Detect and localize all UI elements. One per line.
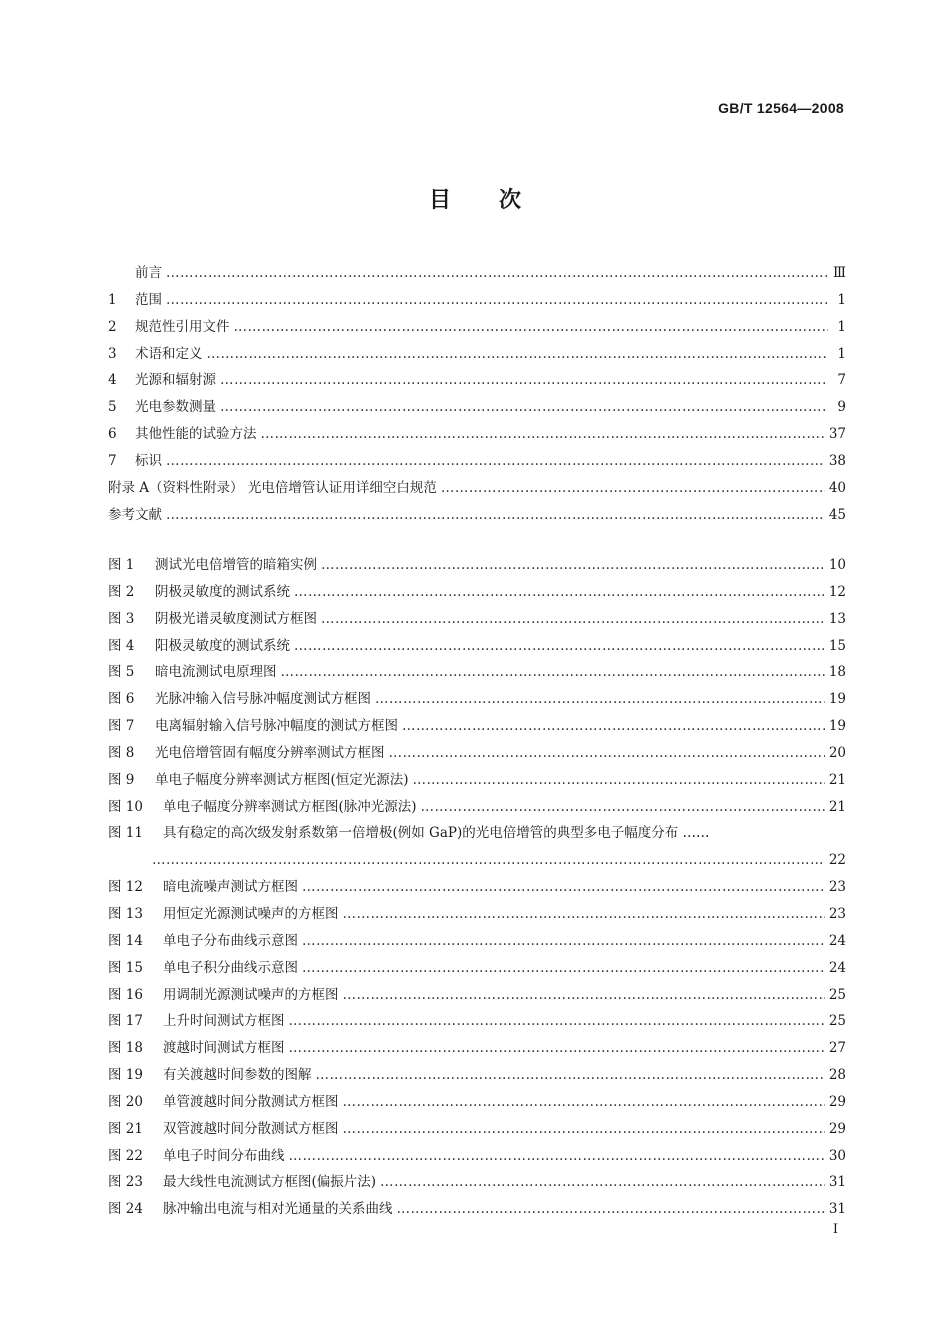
figure-number: 图 9 [108,771,135,788]
leader-dots [261,421,825,448]
figure-page: 25 [828,1013,846,1030]
figure-number: 图 23 [108,1174,143,1191]
figure-page: 23 [828,905,846,922]
leader-dots [207,341,829,368]
leader-dots [375,686,825,713]
figure-entry[interactable] [108,928,846,955]
leader-dots [166,260,828,287]
figure-number: 图 19 [108,1067,143,1084]
figure-title: 阳极灵敏度的测试系统 [155,637,290,654]
figure-entry[interactable] [108,982,846,1009]
leader-dots [166,287,828,314]
figure-number: 图 11 [108,825,143,842]
figure-title: 暗电流噪声测试方框图 [163,879,298,896]
table-of-contents [108,260,846,528]
figure-entry[interactable] [108,794,846,821]
toc-entry-page: 45 [828,506,846,523]
figure-page: 24 [828,932,846,949]
figure-entry[interactable] [108,579,846,606]
figure-number: 图 3 [108,610,135,627]
toc-entry-title: 范围 [135,291,162,308]
leader-dots [397,1196,825,1223]
toc-entry-page: 7 [837,372,846,389]
leader-dots [289,1035,825,1062]
figure-title: 单电子时间分布曲线 [163,1147,285,1164]
figure-title: 单电子幅度分辨率测试方框图(脉冲光源法) [163,798,417,815]
toc-entry[interactable] [108,287,846,314]
toc-entry-title: 光源和辐射源 [135,372,216,389]
toc-entry-number: 6 [108,426,117,443]
toc-entry-title: 参考文献 [108,506,162,523]
figure-page: 31 [828,1201,846,1218]
figure-title: 渡越时间测试方框图 [163,1040,285,1057]
figure-page: 29 [828,1093,846,1110]
figure-entry[interactable] [108,552,846,579]
leader-dots [302,955,825,982]
standard-number: GB/T 12564—2008 [718,100,844,116]
figure-title: 电离辐射输入信号脉冲幅度的测试方框图 [155,718,398,735]
figure-page: 29 [828,1120,846,1137]
toc-entry-page: 1 [837,318,846,335]
figure-title: 光电倍增管固有幅度分辨率测试方框图 [155,744,385,761]
figure-title: 用恒定光源测试噪声的方框图 [163,905,339,922]
figure-page: 28 [828,1067,846,1084]
figure-entry[interactable] [108,1196,846,1223]
leader-dots [234,314,829,341]
figure-entry[interactable] [108,1143,846,1170]
figure-page: 21 [828,771,846,788]
leader-dots [289,1008,825,1035]
toc-entry[interactable] [108,475,846,502]
list-of-figures [108,552,846,1223]
toc-entry[interactable] [108,502,846,529]
figure-title: 测试光电倍增管的暗箱实例 [155,557,317,573]
figure-page: 22 [828,852,846,869]
figure-title: 单管渡越时间分散测试方框图 [163,1093,339,1110]
figure-entry[interactable] [108,874,846,901]
toc-entry-page: Ⅲ [832,265,846,281]
figure-page: 15 [828,637,846,654]
figure-entry[interactable] [108,606,846,633]
figure-title: 暗电流测试电原理图 [155,664,277,681]
leader-dots [289,1143,825,1170]
leader-dots [402,713,825,740]
figure-number: 图 5 [108,664,135,681]
leader-dots [343,1089,825,1116]
figure-number: 图 13 [108,905,143,922]
title-char-1: 目 [428,188,451,213]
toc-entry-page: 1 [837,345,846,362]
figure-title: 阴极光谱灵敏度测试方框图 [155,610,317,627]
leader-dots [302,874,825,901]
figure-page: 19 [828,718,846,735]
toc-entry-page: 9 [837,399,846,416]
figure-number: 图 1 [108,557,135,573]
leader-dots [302,928,825,955]
figure-page: 18 [828,664,846,681]
toc-entry-title: 术语和定义 [135,345,203,362]
figure-entry[interactable] [108,955,846,982]
figure-number: 图 22 [108,1147,143,1164]
leader-dots [441,475,825,502]
figure-entry[interactable] [108,1169,846,1196]
figure-number: 图 20 [108,1093,143,1110]
figure-title: 阴极灵敏度的测试系统 [155,583,290,600]
leader-dots [281,659,825,686]
toc-entry-number: 2 [108,318,117,335]
figure-title: 上升时间测试方框图 [163,1013,285,1030]
figure-page: 27 [828,1040,846,1057]
figure-page: 24 [828,959,846,976]
figure-entry[interactable] [108,633,846,660]
figure-page: 20 [828,744,846,761]
figure-title: 双管渡越时间分散测试方框图 [163,1120,339,1137]
figure-title: 用调制光源测试噪声的方框图 [163,986,339,1003]
figure-number: 图 4 [108,637,135,654]
figure-number: 图 7 [108,718,135,735]
figure-title: 具有稳定的高次级发射系数第一倍增极(例如 GaP)的光电倍增管的典型多电子幅度分布 …… [163,825,710,842]
figure-number: 图 14 [108,932,143,949]
leader-dots [294,633,825,660]
toc-entry-title: 附录 A（资料性附录） 光电倍增管认证用详细空白规范 [108,479,437,496]
figure-number: 图 10 [108,798,143,815]
leader-dots [343,982,825,1009]
leader-dots [321,552,825,579]
toc-entry-number: 7 [108,452,117,469]
leader-dots [166,502,825,529]
leader-dots [343,901,825,928]
figure-entry[interactable] [108,686,846,713]
figure-number: 图 16 [108,986,143,1003]
leader-dots [220,367,828,394]
leader-dots [343,1116,825,1143]
figure-entry[interactable] [108,713,846,740]
toc-entry-page: 37 [828,426,846,443]
leader-dots [152,847,825,874]
title-char-2: 次 [499,188,522,213]
toc-entry-number: 1 [108,291,117,308]
figure-entry[interactable] [108,1035,846,1062]
figure-number: 图 12 [108,879,143,896]
figure-entry[interactable] [108,740,846,767]
figure-number: 图 15 [108,959,143,976]
leader-dots [220,394,828,421]
leader-dots [389,740,825,767]
leader-dots [294,579,825,606]
leader-dots [413,767,825,794]
toc-entry-title: 其他性能的试验方法 [135,426,257,443]
leader-dots [316,1062,825,1089]
page-title [0,183,950,214]
figure-title: 脉冲输出电流与相对光通量的关系曲线 [163,1201,393,1218]
figure-number: 图 6 [108,691,135,708]
figure-page: 19 [828,691,846,708]
figure-page: 13 [828,610,846,627]
toc-entry-title: 规范性引用文件 [135,318,230,335]
figure-page: 10 [828,557,846,573]
toc-entry[interactable] [108,421,846,448]
leader-dots [321,606,825,633]
toc-entry-number: 3 [108,345,117,362]
leader-dots [166,448,825,475]
toc-entry-page: 1 [837,291,846,308]
toc-entry-page: 38 [828,452,846,469]
figure-title: 单电子分布曲线示意图 [163,932,298,949]
toc-entry-title: 前言 [135,265,162,281]
figure-number: 图 17 [108,1013,143,1030]
figure-page: 30 [828,1147,846,1164]
figure-entry[interactable] [108,820,846,847]
figure-page: 23 [828,879,846,896]
figure-title: 最大线性电流测试方框图(偏振片法) [163,1174,377,1191]
toc-entry[interactable] [108,394,846,421]
toc-entry-number: 5 [108,399,117,416]
leader-dots [421,794,825,821]
figure-entry[interactable] [108,767,846,794]
figure-number: 图 2 [108,583,135,600]
toc-entry-number: 4 [108,372,117,389]
page-number: I [832,1222,838,1237]
figure-number: 图 21 [108,1120,143,1137]
figure-entry[interactable] [108,1116,846,1143]
figure-title: 有关渡越时间参数的图解 [163,1067,312,1084]
toc-entry[interactable] [108,314,846,341]
toc-entry[interactable] [108,448,846,475]
toc-entry[interactable] [108,341,846,368]
toc-entry-page: 40 [828,479,846,496]
figure-title: 光脉冲输入信号脉冲幅度测试方框图 [155,691,371,708]
toc-entry-title: 标识 [135,452,162,469]
figure-entry[interactable] [108,1062,846,1089]
figure-entry[interactable] [108,659,846,686]
toc-entry[interactable] [108,260,846,287]
figure-title: 单电子幅度分辨率测试方框图(恒定光源法) [155,771,409,788]
toc-entry[interactable] [108,367,846,394]
figure-entry-continuation[interactable] [108,847,846,874]
figure-entry[interactable] [108,1089,846,1116]
figure-page: 12 [828,583,846,600]
figure-entry[interactable] [108,1008,846,1035]
figure-number: 图 18 [108,1040,143,1057]
figure-entry[interactable] [108,901,846,928]
figure-page: 21 [828,798,846,815]
figure-page: 31 [828,1174,846,1191]
figure-number: 图 24 [108,1201,143,1218]
leader-dots [380,1169,825,1196]
toc-entry-title: 光电参数测量 [135,399,216,416]
figure-number: 图 8 [108,744,135,761]
figure-title: 单电子积分曲线示意图 [163,959,298,976]
figure-page: 25 [828,986,846,1003]
